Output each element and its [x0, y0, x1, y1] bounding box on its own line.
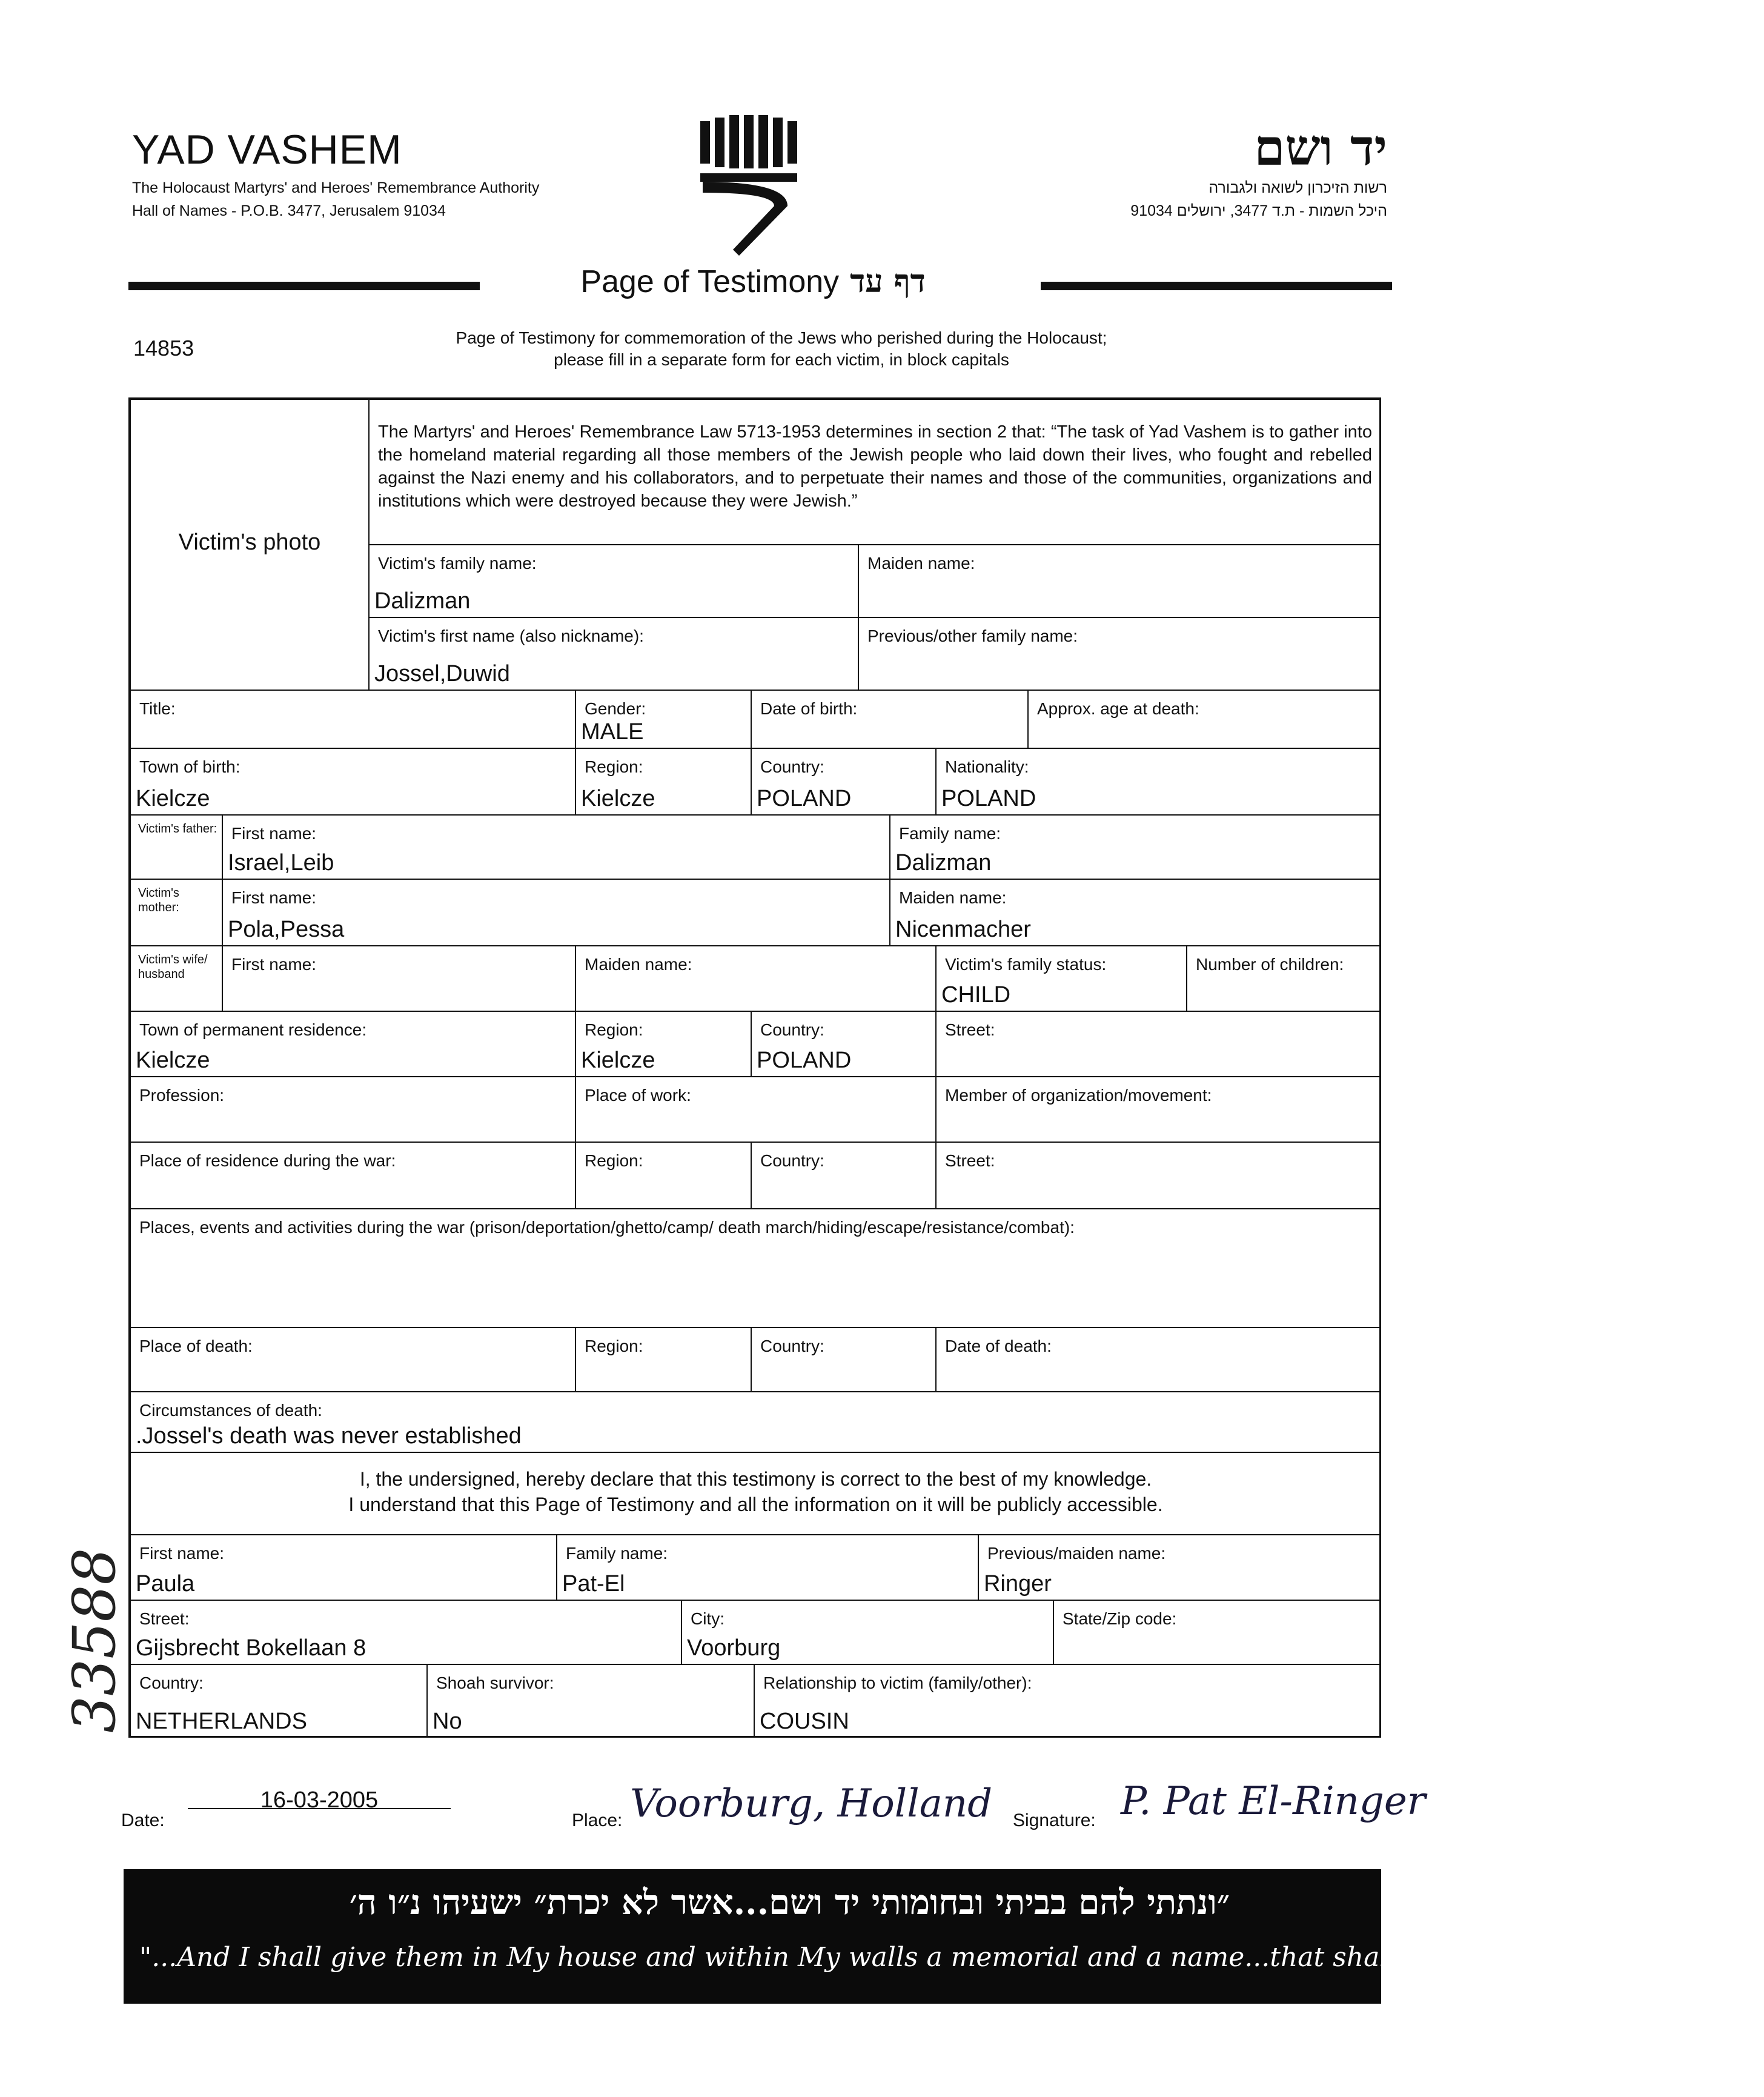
hebrew-org-address: היכל השמות - ת.ד 3477, ירושלים 91034: [1130, 202, 1387, 219]
date-of-death-label: Date of death:: [945, 1337, 1052, 1355]
declaration-text: [131, 1466, 1381, 1517]
father-first-name-value: Israel,Leib: [228, 850, 334, 876]
submitter-street-field[interactable]: [130, 1600, 681, 1664]
permanent-residence-value: Kielcze: [136, 1048, 210, 1073]
submitter-first-name-label: First name:: [139, 1544, 225, 1563]
document-title: [0, 263, 1506, 300]
form-number: 14853: [133, 336, 194, 361]
victim-family-name-label: Victim's family name:: [378, 554, 537, 573]
submitter-first-name-field[interactable]: [130, 1535, 557, 1600]
residence-street-field[interactable]: [936, 1011, 1381, 1077]
nationality-field[interactable]: [936, 748, 1381, 815]
spouse-first-name-field[interactable]: [222, 946, 575, 1011]
war-events-label: Places, events and activities during the war (prison/deportation/ghetto/camp/ death march/hiding/escape/resistance/combat):: [139, 1218, 1075, 1237]
residence-street-label: Street:: [945, 1020, 995, 1039]
birth-region-value: Kielcze: [581, 786, 655, 811]
law-text: The Martyrs' and Heroes' Remembrance Law 5713-1953 determines in section 2 that: “The task of Yad Vashem is to gather into the homeland material regarding all those members of the Jewish people who laid down their lives, who fought and rebelled against the Nazi enemy and his collaborators, and to perpetuate their names and those of the communities, organizations and institutions which were destroyed because they were Jewish.”: [378, 422, 1372, 511]
family-status-field[interactable]: [936, 946, 1187, 1011]
date-of-birth-label: Date of birth:: [760, 699, 858, 718]
intro-line-2: please fill in a separate form for each victim, in block capitals: [554, 350, 1009, 369]
place-of-work-field[interactable]: [575, 1077, 936, 1142]
circumstances-of-death-label: Circumstances of death:: [139, 1401, 322, 1420]
nationality-value: POLAND: [941, 786, 1036, 811]
place-of-work-label: Place of work:: [585, 1086, 691, 1105]
submitter-family-name-field[interactable]: [557, 1535, 978, 1600]
isaiah-quote-banner: [124, 1869, 1764, 2004]
submitter-street-label: Street:: [139, 1609, 190, 1628]
gender-value: MALE: [581, 719, 644, 745]
town-of-birth-field[interactable]: [130, 748, 575, 815]
death-country-label: Country:: [760, 1337, 824, 1355]
profession-label: Profession:: [139, 1086, 225, 1105]
permanent-residence-label: Town of permanent residence:: [139, 1020, 367, 1039]
father-row-label: Victim's father:: [138, 822, 217, 836]
town-of-birth-value: Kielcze: [136, 786, 210, 811]
org-subtitle: The Holocaust Martyrs' and Heroes' Remembrance Authority: [132, 179, 540, 196]
previous-family-name-field[interactable]: [858, 617, 1381, 690]
age-at-death-field[interactable]: [1028, 690, 1381, 748]
organization-membership-field[interactable]: [936, 1077, 1381, 1142]
relationship-label: Relationship to victim (family/other):: [763, 1673, 1032, 1692]
submitter-previous-name-value: Ringer: [984, 1571, 1052, 1597]
father-family-name-field[interactable]: [890, 815, 1381, 879]
town-of-birth-label: Town of birth:: [139, 757, 240, 776]
mother-row-label: Victim's mother:: [138, 886, 179, 914]
war-country-field[interactable]: [751, 1142, 936, 1209]
spouse-row-label-cell: [130, 946, 222, 1011]
testimony-form: [128, 397, 1381, 1738]
nationality-label: Nationality:: [945, 757, 1029, 776]
submitter-street-value: Gijsbrecht Bokellaan 8: [136, 1635, 366, 1661]
submitter-first-name-value: Paula: [136, 1571, 195, 1597]
date-of-death-field[interactable]: [936, 1328, 1381, 1392]
form-intro: [339, 327, 1224, 371]
victim-photo-label: Victim's photo: [178, 530, 321, 555]
death-region-field[interactable]: [575, 1328, 751, 1392]
submitter-previous-name-field[interactable]: [978, 1535, 1381, 1600]
place-of-death-label: Place of death:: [139, 1337, 253, 1355]
war-residence-label: Place of residence during the war:: [139, 1151, 396, 1170]
victim-first-name-value: Jossel,Duwid: [374, 661, 510, 686]
previous-family-name-label: Previous/other family name:: [867, 626, 1078, 645]
submitter-city-value: Voorburg: [687, 1635, 781, 1661]
banner-english-quote: "...And I shall give them in My house and within My walls a memorial and a name...that shall not be cut off" Isaiah. 56:5: [139, 1942, 1764, 1973]
gender-label: Gender:: [585, 699, 646, 718]
submitter-city-field[interactable]: [681, 1600, 1053, 1664]
mother-maiden-name-label: Maiden name:: [899, 888, 1007, 907]
place-of-death-field[interactable]: [130, 1328, 575, 1392]
declaration-line-1: I, the undersigned, hereby declare that this testimony is correct to the best of my knowledge.: [359, 1468, 1152, 1490]
spouse-row-label: Victim's wife/ husband: [138, 953, 208, 981]
spouse-maiden-name-field[interactable]: [575, 946, 936, 1011]
signature-label: Signature:: [1013, 1810, 1096, 1830]
intro-line-1: Page of Testimony for commemoration of the Jews who perished during the Holocaust;: [456, 328, 1107, 347]
war-region-field[interactable]: [575, 1142, 751, 1209]
war-country-label: Country:: [760, 1151, 824, 1170]
victim-family-name-value: Dalizman: [374, 588, 471, 614]
mother-maiden-name-field[interactable]: [890, 879, 1381, 946]
org-name: YAD VASHEM: [132, 127, 402, 173]
birth-region-label: Region:: [585, 757, 643, 776]
father-first-name-label: First name:: [231, 824, 317, 843]
date-of-birth-field[interactable]: [751, 690, 1028, 748]
place-handwritten-value[interactable]: Voorburg, Holland: [630, 1781, 993, 1826]
hebrew-org-name: יד ושם: [1254, 119, 1387, 177]
submitter-zip-label: State/Zip code:: [1063, 1609, 1177, 1628]
circumstances-of-death-value: .Jossel's death was never established: [136, 1423, 522, 1449]
father-first-name-field[interactable]: [222, 815, 890, 879]
submitter-family-name-label: Family name:: [566, 1544, 668, 1563]
mother-first-name-value: Pola,Pessa: [228, 917, 345, 942]
shoah-survivor-value: No: [433, 1709, 462, 1734]
birth-country-value: POLAND: [757, 786, 852, 811]
mother-maiden-name-value: Nicenmacher: [895, 917, 1031, 942]
residence-region-value: Kielcze: [581, 1048, 655, 1073]
shoah-survivor-label: Shoah survivor:: [436, 1673, 554, 1692]
war-street-field[interactable]: [936, 1142, 1381, 1209]
submitter-city-label: City:: [691, 1609, 724, 1628]
death-country-field[interactable]: [751, 1328, 936, 1392]
residence-region-field[interactable]: [575, 1011, 751, 1077]
number-of-children-label: Number of children:: [1196, 955, 1344, 974]
relationship-field[interactable]: [754, 1664, 1381, 1738]
submitter-previous-name-label: Previous/maiden name:: [987, 1544, 1166, 1563]
victim-photo-box[interactable]: [130, 399, 369, 690]
place-label: Place:: [572, 1810, 623, 1830]
declaration-line-2: I understand that this Page of Testimony and all the information on it will be publicly accessible.: [348, 1494, 1163, 1515]
war-events-field[interactable]: [130, 1209, 1381, 1328]
date-value[interactable]: 16-03-2005: [188, 1787, 451, 1809]
birth-region-field[interactable]: [575, 748, 751, 815]
spouse-maiden-name-label: Maiden name:: [585, 955, 692, 974]
family-status-value: CHILD: [941, 982, 1011, 1008]
war-street-label: Street:: [945, 1151, 995, 1170]
document-title-hebrew: דף עד: [850, 263, 926, 300]
margin-handwritten-number: 33588: [61, 1547, 128, 1733]
maiden-name-label: Maiden name:: [867, 554, 975, 573]
residence-country-field[interactable]: [751, 1011, 936, 1077]
birth-country-label: Country:: [760, 757, 824, 776]
date-label: Date:: [121, 1810, 165, 1830]
victim-first-name-label: Victim's first name (also nickname):: [378, 626, 644, 645]
gender-field[interactable]: [575, 690, 751, 748]
submitter-country-value: NETHERLANDS: [136, 1709, 307, 1734]
mother-first-name-label: First name:: [231, 888, 317, 907]
mother-row-label-cell: [130, 879, 222, 946]
number-of-children-field[interactable]: [1187, 946, 1381, 1011]
org-address: Hall of Names - P.O.B. 3477, Jerusalem 91034: [132, 202, 446, 219]
circumstances-of-death-field[interactable]: [130, 1392, 1381, 1452]
residence-region-label: Region:: [585, 1020, 643, 1039]
father-row-label-cell: [130, 815, 222, 879]
residence-country-label: Country:: [760, 1020, 824, 1039]
organization-membership-label: Member of organization/movement:: [945, 1086, 1212, 1105]
family-status-label: Victim's family status:: [945, 955, 1107, 974]
hebrew-org-subtitle: רשות הזיכרון לשואה ולגבורה: [1209, 179, 1387, 196]
war-residence-field[interactable]: [130, 1142, 575, 1209]
birth-country-field[interactable]: [751, 748, 936, 815]
submitter-zip-field[interactable]: [1053, 1600, 1381, 1664]
maiden-name-field[interactable]: [858, 545, 1381, 617]
submitter-family-name-value: Pat-El: [562, 1571, 625, 1597]
father-family-name-value: Dalizman: [895, 850, 992, 876]
residence-country-value: POLAND: [757, 1048, 852, 1073]
death-region-label: Region:: [585, 1337, 643, 1355]
mother-first-name-field[interactable]: [222, 879, 890, 946]
age-at-death-label: Approx. age at death:: [1037, 699, 1199, 718]
submitter-country-field[interactable]: [130, 1664, 427, 1738]
declaration-box: [130, 1452, 1381, 1535]
relationship-value: COUSIN: [760, 1709, 849, 1734]
banner-hebrew-quote: ״ונתתי להם בביתי ובחומותי יד ושם...אשר לא יכרת״ ישעיהו נ״ו ה׳: [349, 1883, 1230, 1923]
victim-family-name-field[interactable]: [369, 545, 858, 617]
spouse-first-name-label: First name:: [231, 955, 317, 974]
signature-value[interactable]: P. Pat El-Ringer: [1121, 1779, 1426, 1824]
document-title-text: Page of Testimony: [580, 264, 840, 299]
submitter-country-label: Country:: [139, 1673, 204, 1692]
law-text-box: [369, 399, 1381, 545]
profession-field[interactable]: [130, 1077, 575, 1142]
title-label: Title:: [139, 699, 176, 718]
yad-vashem-logo-icon: [697, 115, 806, 264]
permanent-residence-field[interactable]: [130, 1011, 575, 1077]
war-region-label: Region:: [585, 1151, 643, 1170]
victim-first-name-field[interactable]: [369, 617, 858, 690]
title-field[interactable]: [130, 690, 575, 748]
father-family-name-label: Family name:: [899, 824, 1001, 843]
shoah-survivor-field[interactable]: [427, 1664, 754, 1738]
